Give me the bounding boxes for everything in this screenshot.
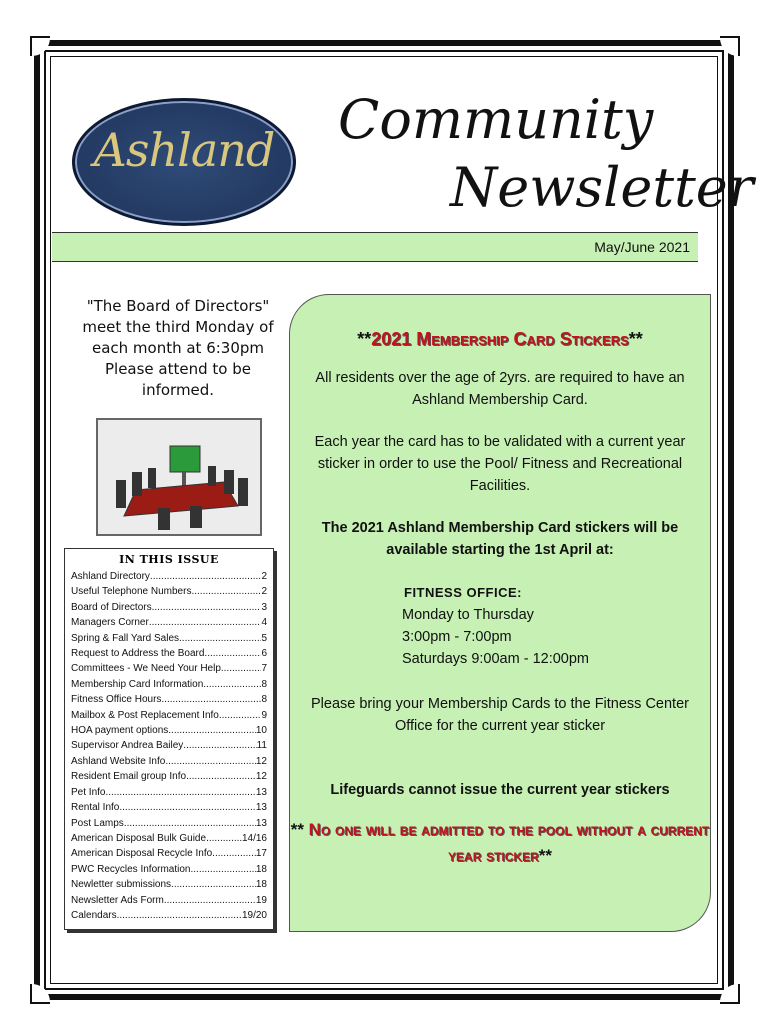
toc-item-title: Request to Address the Board [71,648,205,660]
date-bar [52,232,698,262]
toc-item [71,877,267,892]
notice-paragraph: Lifeguards cannot issue the current year stickers [330,782,670,798]
toc-item-title: Supervisor Andrea Bailey [71,740,184,752]
toc-leader-dots [206,831,242,846]
toc-item-page: 10 [255,725,267,737]
toc-item-title: Membership Card Information [71,678,204,690]
toc-item-page: 4 [261,617,267,629]
title-prefix: ** [357,329,372,349]
toc-leader-dots [221,661,262,676]
toc-item-title: American Disposal Bulk Guide [71,832,207,844]
toc-item [71,708,267,723]
warn-suffix: ** [538,846,552,865]
warn-text: No one will be admitted to the pool without a current year sticker [308,820,710,865]
toc-item [71,816,267,831]
toc-item-title: Managers Corner [71,617,149,629]
table-of-contents [64,548,274,930]
toc-leader-dots [204,646,261,661]
toc-item [71,754,267,769]
toc-leader-dots [179,631,261,646]
title-suffix: ** [628,329,643,349]
toc-leader-dots [164,893,256,908]
fitness-office-label: FITNESS OFFICE: [404,585,522,600]
toc-item-page: 7 [261,663,267,675]
toc-item-page: 18 [255,879,267,891]
toc-leader-dots [105,785,255,800]
toc-item-title: Ashland Website Info [71,755,166,767]
toc-leader-dots [190,862,255,877]
ashland-logo [72,98,296,226]
issue-date: May/June 2021 [594,239,690,255]
notice-paragraph: Please bring your Membership Cards to the Fitness Center Office for the current year sticker [311,696,689,734]
toc-leader-dots [124,816,256,831]
title-text: 2021 Membership Card Stickers [371,329,629,349]
newsletter-title-line1: Community [338,88,654,151]
toc-leader-dots [168,723,256,738]
toc-item [71,723,267,738]
board-meeting-note: "The Board of Directors" meet the third Monday of each month at 6:30pm Please attend to be informed. [82,297,274,399]
toc-list [71,569,267,923]
toc-leader-dots [203,677,261,692]
hours-line: 3:00pm - 7:00pm [402,629,512,645]
notice-title [290,329,710,350]
toc-leader-dots [165,754,256,769]
toc-item-page: 13 [255,802,267,814]
toc-item [71,584,267,599]
toc-item [71,677,267,692]
newsletter-title-line2: Newsletter [450,156,754,219]
toc-item [71,862,267,877]
toc-leader-dots [150,569,262,584]
toc-item-title: Board of Directors [71,601,152,613]
toc-item [71,785,267,800]
toc-item-page: 14/16 [241,832,267,844]
toc-item-page: 12 [255,755,267,767]
toc-item [71,831,267,846]
toc-item [71,908,267,923]
toc-leader-dots [149,615,262,630]
toc-item [71,846,267,861]
toc-heading: IN THIS ISSUE [119,553,219,566]
toc-item-title: PWC Recycles Information [71,863,191,875]
toc-item-page: 6 [261,648,267,660]
toc-leader-dots [219,708,262,723]
toc-leader-dots [161,692,261,707]
toc-item-page: 5 [261,632,267,644]
warn-prefix: ** [290,820,309,839]
toc-item-title: Fitness Office Hours [71,694,162,706]
toc-item-title: Newletter submissions [71,879,172,891]
toc-item-page: 13 [255,786,267,798]
toc-item [71,569,267,584]
membership-card-notice [289,294,711,932]
toc-item [71,661,267,676]
toc-leader-dots [191,584,261,599]
toc-item-page: 8 [261,694,267,706]
toc-item [71,738,267,753]
toc-item [71,800,267,815]
hours-line: Saturdays 9:00am - 12:00pm [402,651,589,667]
hours-line: Monday to Thursday [402,607,534,623]
toc-item-title: Resident Email group Info [71,771,187,783]
toc-leader-dots [171,877,256,892]
toc-item-title: Mailbox & Post Replacement Info [71,709,219,721]
toc-item-title: HOA payment options [71,725,169,737]
toc-item-page: 11 [256,740,267,752]
toc-item-title: American Disposal Recycle Info [71,848,213,860]
notice-paragraph: All residents over the age of 2yrs. are required to have an Ashland Membership Card. [315,370,685,408]
toc-item-page: 12 [255,771,267,783]
toc-item-page: 9 [261,709,267,721]
notice-paragraph: The 2021 Ashland Membership Card stickers will be available starting the 1st April at: [321,520,679,558]
toc-item [71,600,267,615]
toc-item-page: 8 [261,678,267,690]
boardroom-illustration [98,420,260,534]
notice-paragraph: Each year the card has to be validated with a current year sticker in order to use the Pool/ Fitness and Recreational Facilities. [314,434,686,494]
toc-item-title: Ashland Directory [71,571,150,582]
toc-leader-dots [183,738,256,753]
toc-item-title: Committees - We Need Your Help [71,663,221,675]
toc-item [71,893,267,908]
toc-item-page: 18 [255,863,267,875]
toc-item-title: Newsletter Ads Form [71,894,164,906]
toc-item-page: 19 [255,894,267,906]
toc-item-page: 19/20 [241,909,267,921]
toc-item [71,631,267,646]
toc-item-title: Post Lamps [71,817,124,829]
toc-leader-dots [186,769,256,784]
toc-leader-dots [119,800,256,815]
toc-item-title: Spring & Fall Yard Sales [71,632,180,644]
logo-text: Ashland [93,123,275,177]
toc-item [71,615,267,630]
toc-item-page: 2 [261,586,267,598]
toc-leader-dots [212,846,256,861]
toc-item-title: Useful Telephone Numbers [71,586,192,598]
toc-item-page: 13 [255,817,267,829]
toc-item [71,692,267,707]
toc-leader-dots [152,600,262,615]
toc-item [71,646,267,661]
toc-item-title: Rental Info [71,802,120,814]
toc-item-title: Calendars [71,909,117,921]
toc-item-page: 3 [261,601,267,613]
toc-item-page: 2 [261,571,267,582]
toc-item [71,769,267,784]
toc-item-title: Pet Info [71,786,106,798]
pool-warning [290,817,710,869]
toc-item-page: 17 [255,848,267,860]
toc-leader-dots [117,908,242,923]
boardroom-image [96,418,262,536]
